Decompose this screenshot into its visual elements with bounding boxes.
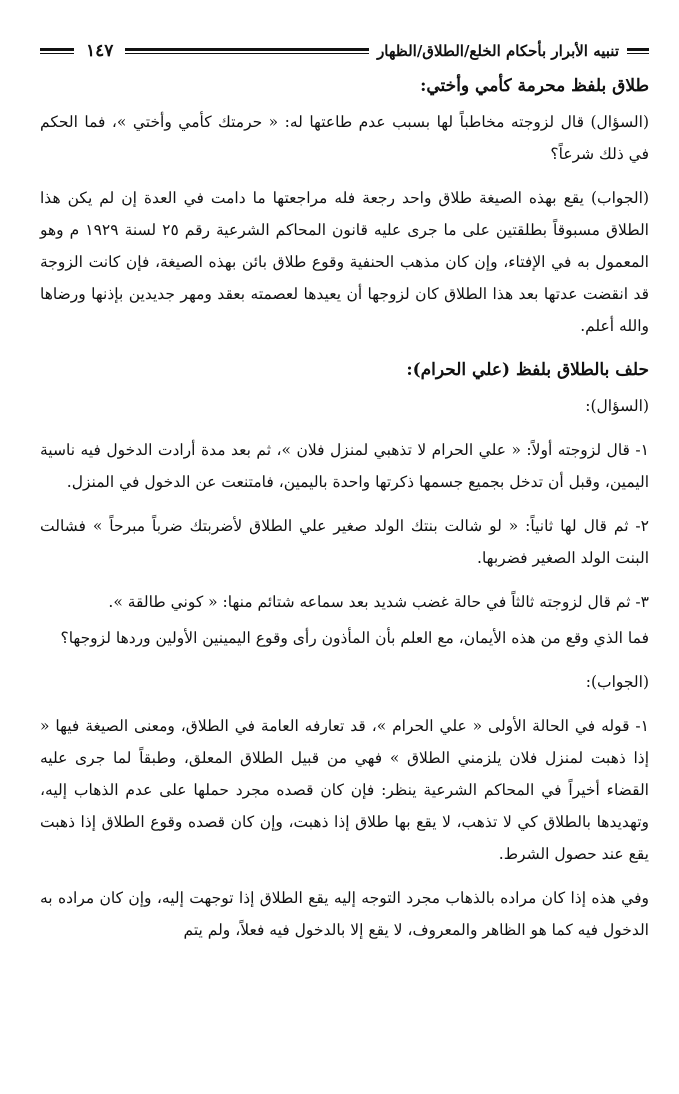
header-rule-right	[627, 48, 649, 54]
question-item-1: ١- قال لزوجته أولاً: « علي الحرام لا تذهبي لمنزل فلان »، ثم بعد مدة أرادت الدخول فيه ناسية اليمين، وقبل أن تدخل بجميع جسمها ذكرتها واحدة باليمين، فامتنعت عن الدخول في المنزل.	[40, 441, 649, 491]
question-item-2: ٢- ثم قال لها ثانياً: « لو شالت بنتك الولد صغير علي الطلاق لأضربتك ضرباً مبرحاً » فشالت البنت الولد الصغير فضربها.	[40, 517, 649, 567]
header-rule-left	[40, 48, 74, 54]
running-header	[40, 38, 649, 64]
book-title: تنبيه الأبرار بأحكام الخلع/الطلاق/الظهار	[377, 42, 619, 60]
answer-label: (الجواب):	[585, 673, 649, 691]
closing-question: فما الذي وقع من هذه الأيمان، مع العلم بأن المأذون رأى وقوع اليمينين الأولين وردها لزوجها؟	[60, 629, 649, 647]
answer-paragraph-3: وفي هذه إذا كان مراده بالذهاب مجرد التوجه إليه يقع الطلاق إذا توجهت إليه، وإن كان مراده به الدخول فيه كما هو الظاهر والمعروف، لا يقع إلا بالدخول فيه فعلاً، ولم يتم	[40, 889, 649, 939]
page-body	[40, 70, 649, 952]
answer-paragraph-1: (الجواب) يقع بهذه الصيغة طلاق واحد رجعة فله مراجعتها ما دامت في العدة إن لم يكن هذا الطلاق مسبوقاً بطلقتين على ما جرى عليه قانون المحاكم الشرعية رقم ٢٥ لسنة ١٩٢٩ م وهو المعمول به في الإفتاء، وإن كان مذهب الحنفية وقوع طلاق بائن بهذه الصيغة، فإن كانت الزوجة قد انقضت عدتها بعد هذا الطلاق كان لزوجها أن يعيدها لعصمته بعقد ومهر جديدين بإذنها ورضاها والله أعلم.	[40, 189, 649, 335]
document-page	[40, 0, 649, 1094]
question-item-3: ٣- ثم قال لزوجته ثالثاً في حالة غضب شديد بعد سماعه شتائم منها: « كوني طالقة ».	[108, 593, 649, 611]
answer-paragraph-2: ١- قوله في الحالة الأولى « علي الحرام »، قد تعارفه العامة في الطلاق، ومعنى الصيغة فيها « إذا ذهبت لمنزل فلان يلزمني الطلاق » فهي من قبيل الطلاق المعلق، وطبقاً لما جرى عليه القضاء أخيراً في المحاكم الشرعية ينظر: فإن كان قصده مجرد حملها على عدم الذهاب إليه، وتهديدها بالطلاق كي لا تذهب، لا يقع بها طلاق إذا ذهبت، وإن كان قصده وقوع الطلاق إذا ذهبت يقع عند حصول الشرط.	[40, 717, 649, 863]
question-label: (السؤال):	[585, 397, 649, 415]
question-paragraph-1: (السؤال) قال لزوجته مخاطباً لها بسبب عدم طاعتها له: « حرمتك كأمي وأختي »، فما الحكم في ذلك شرعاً؟	[40, 113, 649, 163]
section-heading-1: طلاق بلفظ محرمة كأمي وأختي:	[420, 76, 649, 96]
page-number: ١٤٧	[86, 41, 114, 61]
header-rule-middle	[125, 48, 369, 54]
section-heading-2: حلف بالطلاق بلفظ (علي الحرام):	[406, 360, 649, 380]
